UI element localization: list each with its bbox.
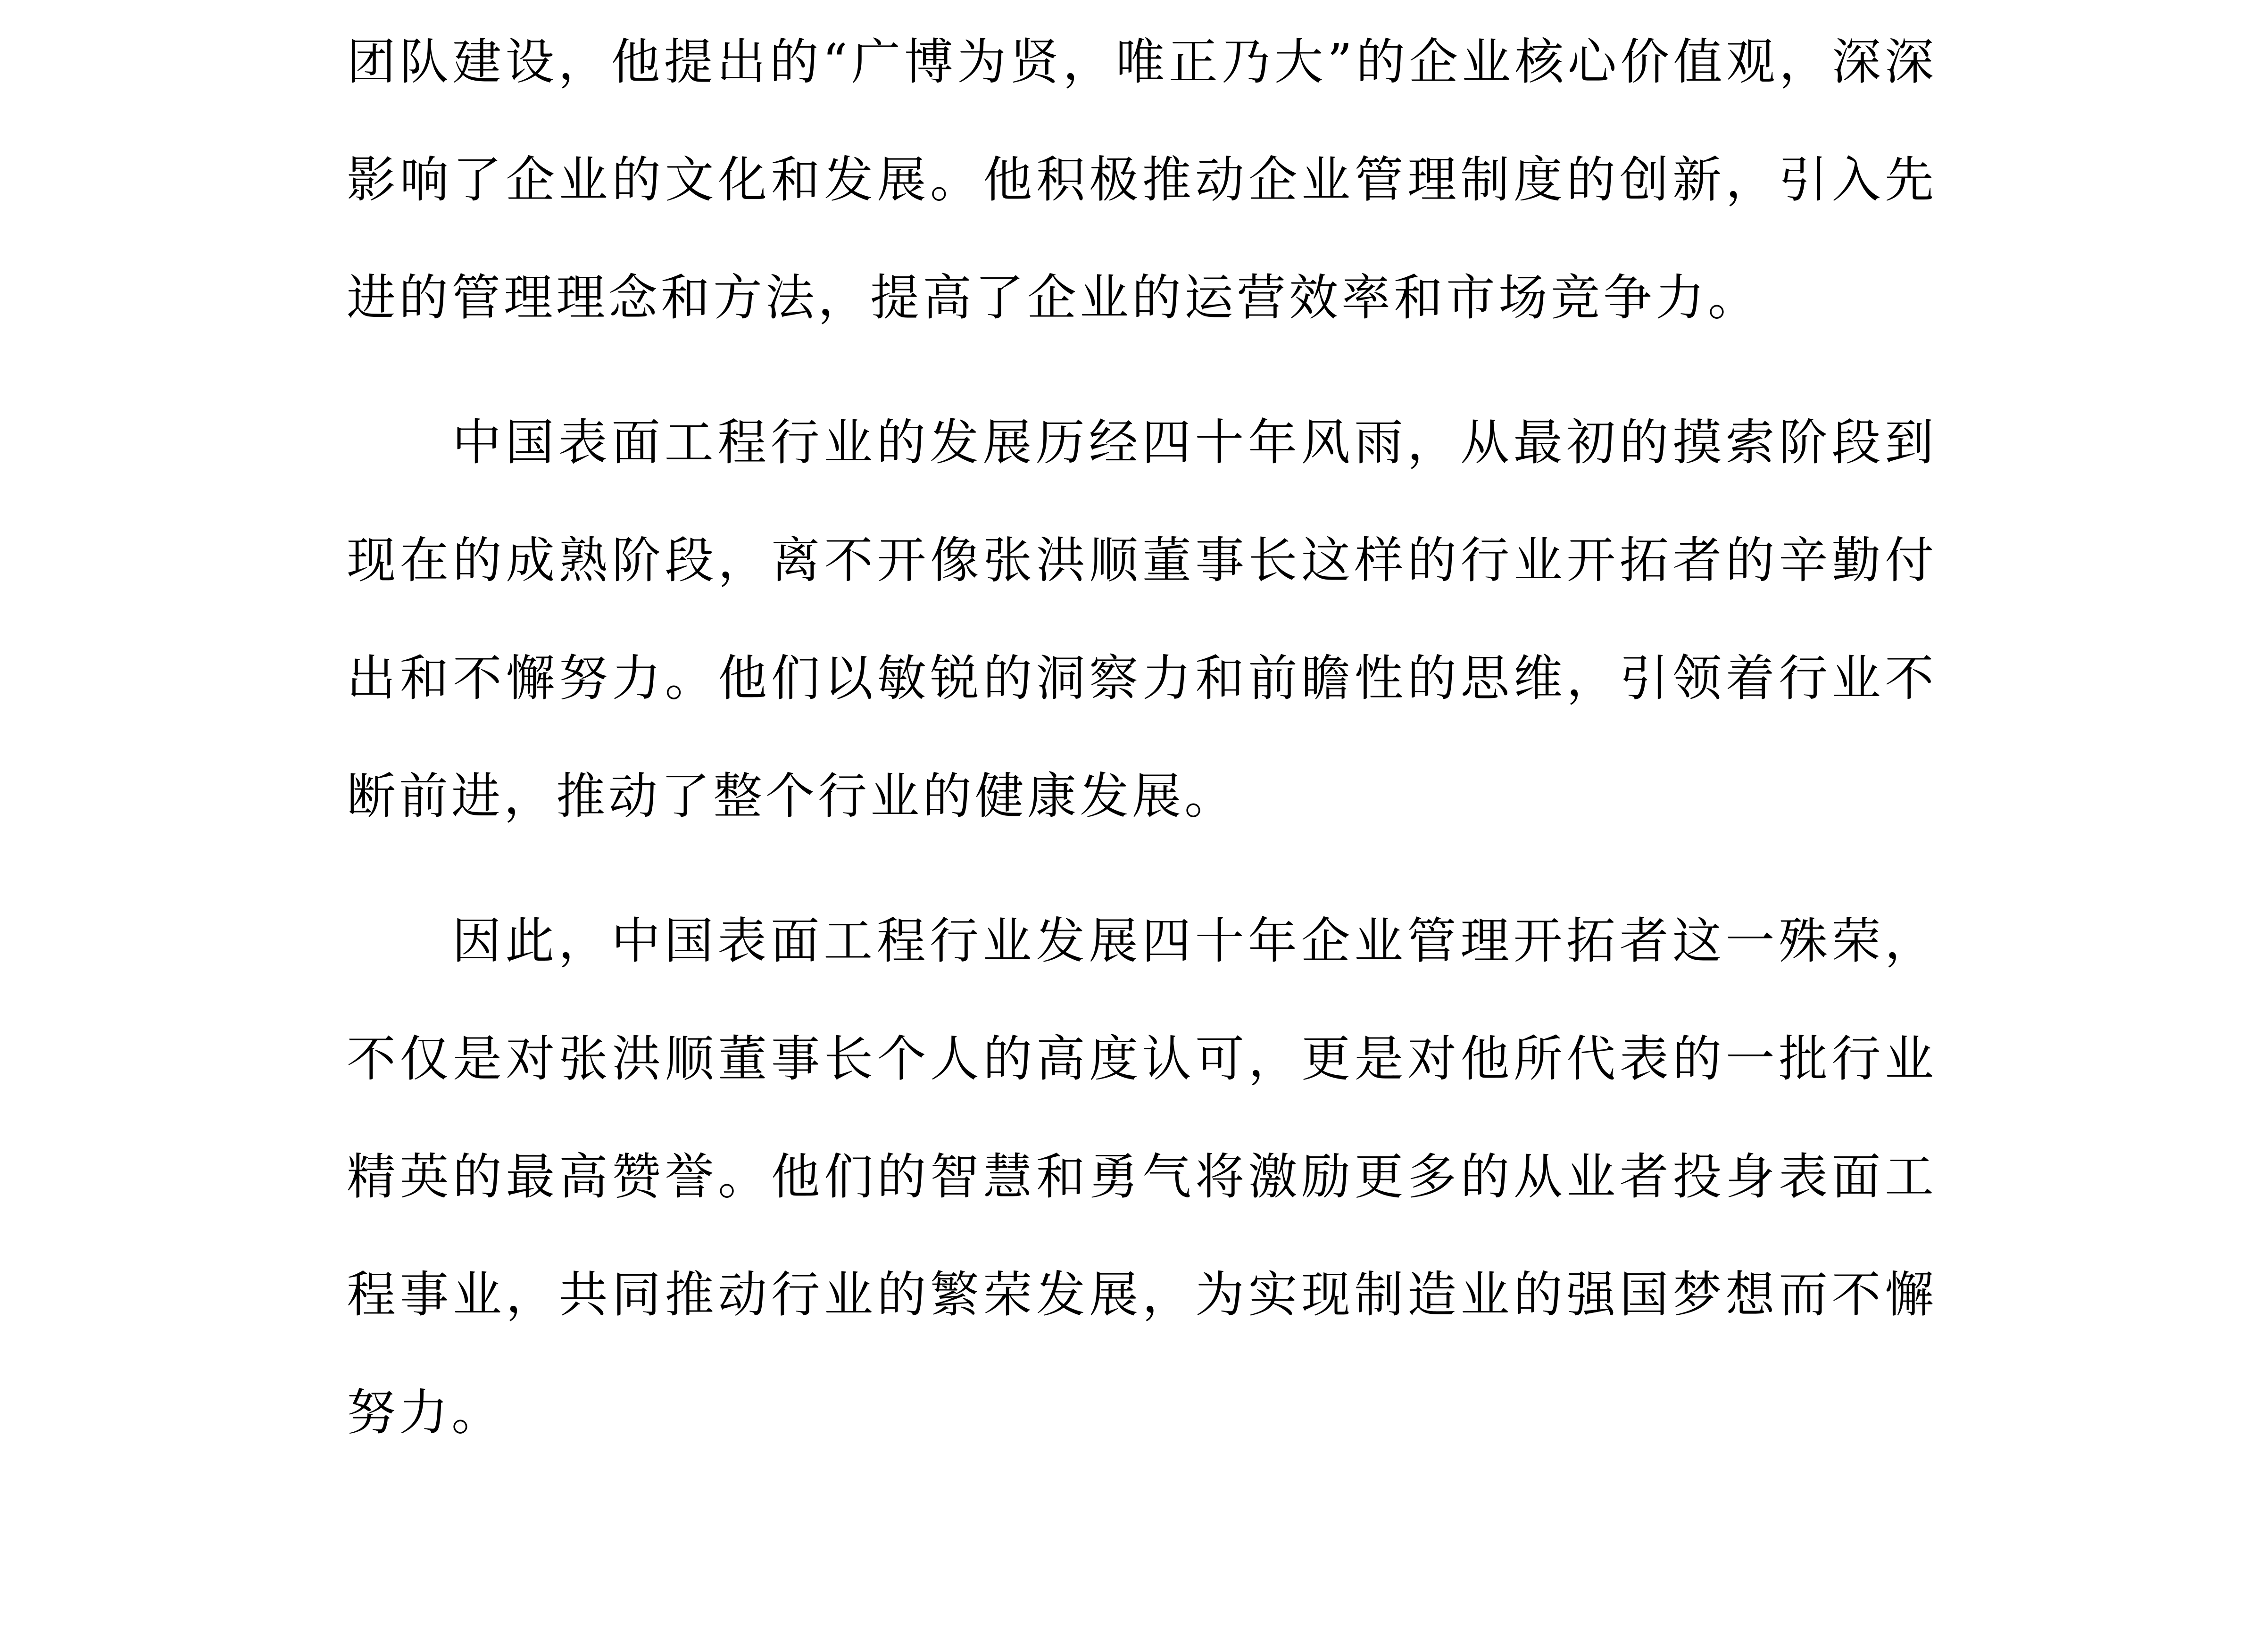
paragraph-1: 团队建设，他提出的“广博为贤，唯正乃大”的企业核心价值观，深深影响了企业的文化和发展。他积极推动企业管理制度的创新，引入先进的管理理念和方法，提高了企业的运营效率和市场竞争力。 bbox=[347, 33, 1937, 326]
paragraph-2: 中国表面工程行业的发展历经四十年风雨，从最初的摸索阶段到现在的成熟阶段，离不开像张洪顺董事长这样的行业开拓者的辛勤付出和不懈努力。他们以敏锐的洞察力和前瞻性的思维，引领着行业不断前进，推动了整个行业的健康发展。 bbox=[347, 414, 1937, 825]
paragraph-3: 因此，中国表面工程行业发展四十年企业管理开拓者这一殊荣，不仅是对张洪顺董事长个人的高度认可，更是对他所代表的一批行业精英的最高赞誉。他们的智慧和勇气将激励更多的从业者投身表面工程事业，共同推动行业的繁荣发展，为实现制造业的强国梦想而不懈努力。 bbox=[347, 912, 1937, 1441]
